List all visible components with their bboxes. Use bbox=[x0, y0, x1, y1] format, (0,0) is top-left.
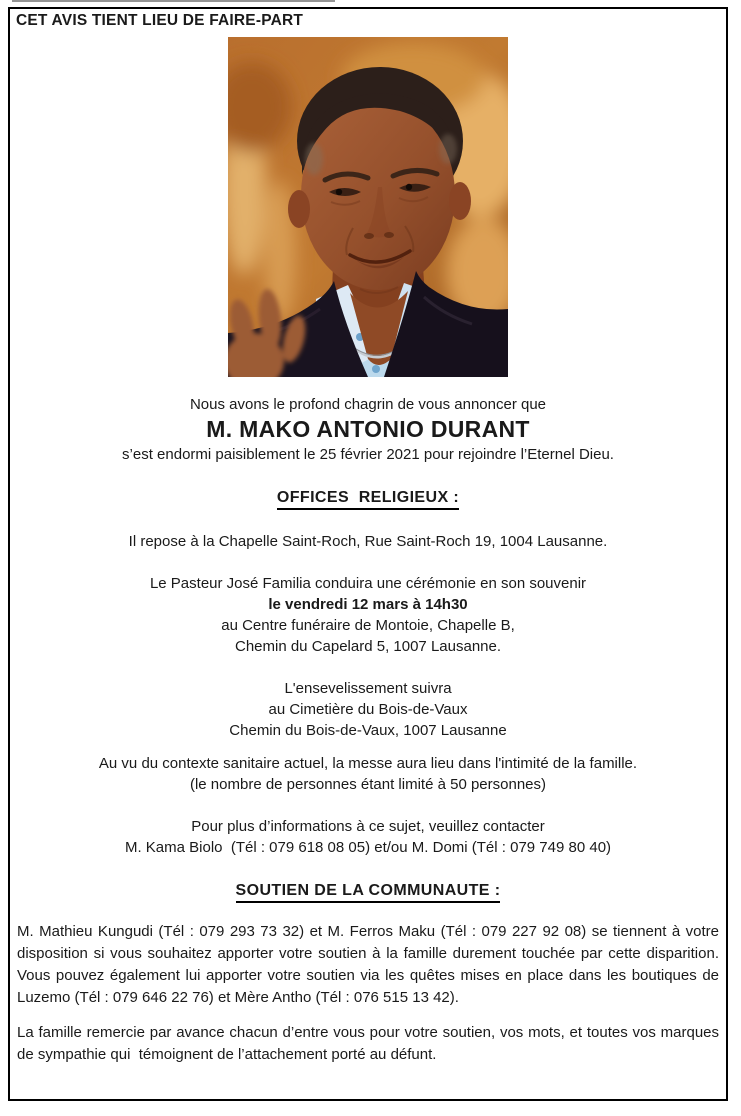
announcement-block bbox=[10, 394, 726, 465]
covid-block bbox=[10, 753, 726, 795]
announcement-epitaph: s’est endormi paisiblement le 25 février 2021 pour rejoindre l’Eternel Dieu. bbox=[122, 446, 614, 463]
burial-block bbox=[10, 678, 726, 741]
ceremony-block bbox=[10, 573, 726, 657]
announcement-intro: Nous avons le profond chagrin de vous annoncer que bbox=[189, 396, 547, 413]
offices-title-text: OFFICES RELIGIEUX : bbox=[277, 489, 459, 510]
burial-line1: L'ensevelissement suivra bbox=[284, 680, 452, 697]
support-title-text: SOUTIEN DE LA COMMUNAUTE : bbox=[236, 882, 501, 903]
burial-line2: au Cimetière du Bois-de-Vaux bbox=[268, 701, 468, 718]
contact-numbers: M. Kama Biolo (Tél : 079 618 08 05) et/ou M. Domi (Tél : 079 749 80 40) bbox=[124, 839, 612, 856]
repose-line: Il repose à la Chapelle Saint-Roch, Rue Saint-Roch 19, 1004 Lausanne. bbox=[128, 533, 608, 550]
ceremony-datetime: le vendredi 12 mars à 14h30 bbox=[268, 596, 468, 613]
section-title-offices bbox=[10, 489, 726, 510]
ceremony-place-line2: Chemin du Capelard 5, 1007 Lausanne. bbox=[234, 638, 502, 655]
obituary-sheet bbox=[8, 7, 728, 1101]
portrait-illustration bbox=[228, 37, 508, 377]
contact-intro: Pour plus d’informations à ce sujet, veuillez contacter bbox=[191, 818, 545, 835]
ceremony-place-line1: au Centre funéraire de Montoie, Chapelle B, bbox=[221, 617, 515, 634]
ceremony-intro: Le Pasteur José Familia conduira une cérémonie en son souvenir bbox=[149, 575, 587, 592]
covid-line1: Au vu du contexte sanitaire actuel, la messe aura lieu dans l'intimité de la famille. bbox=[98, 755, 638, 772]
deceased-name: M. MAKO ANTONIO DURANT bbox=[206, 416, 530, 442]
burial-line3: Chemin du Bois-de-Vaux, 1007 Lausanne bbox=[229, 722, 507, 739]
contact-block bbox=[10, 816, 726, 858]
scan-artifact bbox=[12, 0, 335, 2]
portrait-photo bbox=[228, 37, 508, 377]
section-title-support bbox=[10, 882, 726, 903]
support-paragraph: M. Mathieu Kungudi (Tél : 079 293 73 32) et M. Ferros Maku (Tél : 079 227 92 08) se tiennent à votre disposition si vous souhaitez apporter votre soutien à la famille durement touchée par cette disparition. Vous pouvez également lui apporter votre soutien via les quêtes mises en place dans les boutiques de Luzemo (Tél : 079 646 22 76) et Mère Antho (Tél : 076 515 13 42). bbox=[17, 923, 719, 1006]
thanks-paragraph: La famille remercie par avance chacun d’entre vous pour votre soutien, vos mots, et toutes vos marques de sympathie qui témoignent de l’attachement porté au défunt. bbox=[17, 1024, 719, 1063]
covid-line2: (le nombre de personnes étant limité à 50 personnes) bbox=[189, 776, 547, 793]
document-header: CET AVIS TIENT LIEU DE FAIRE-PART bbox=[16, 12, 304, 29]
